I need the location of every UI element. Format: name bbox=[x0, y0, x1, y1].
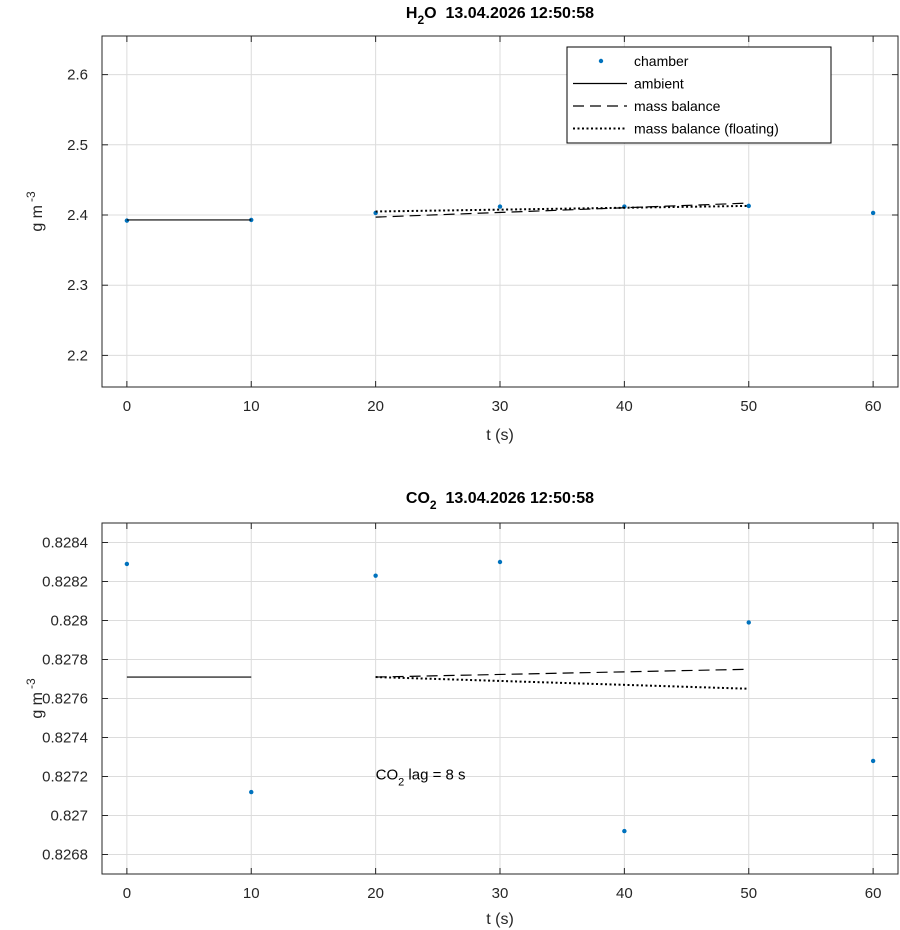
y-tick-label: 2.5 bbox=[67, 136, 88, 154]
x-tick-label: 50 bbox=[740, 398, 758, 415]
title-subscript: 2 bbox=[417, 13, 425, 27]
x-tick-label: 30 bbox=[491, 885, 509, 902]
chamber-point bbox=[747, 620, 751, 624]
x-tick-label: 20 bbox=[367, 398, 384, 415]
y-tick-label: 0.8272 bbox=[42, 768, 88, 786]
legend-marker-chamber bbox=[599, 59, 603, 63]
co2-chart bbox=[24, 490, 898, 928]
legend-entry: mass balance (floating) bbox=[634, 120, 779, 137]
h2o-chart bbox=[24, 5, 898, 444]
y-tick-label: 0.8276 bbox=[42, 690, 88, 708]
y-tick-label: 0.8282 bbox=[42, 573, 88, 591]
x-tick-label: 60 bbox=[864, 398, 882, 415]
y-tick-label: 2.3 bbox=[67, 277, 88, 295]
chamber-point bbox=[871, 211, 875, 215]
y-tick-label: 2.6 bbox=[67, 66, 88, 84]
x-tick-label: 50 bbox=[740, 885, 758, 902]
chamber-point bbox=[622, 829, 626, 833]
title-subscript: 2 bbox=[429, 498, 437, 512]
annotation-main: CO bbox=[375, 766, 399, 784]
x-tick-label: 40 bbox=[616, 885, 633, 902]
y-label-superscript: -3 bbox=[24, 678, 38, 689]
legend-entry: chamber bbox=[634, 53, 689, 69]
title-main: H bbox=[405, 5, 418, 22]
x-axis-label: t (s) bbox=[486, 427, 514, 444]
y-axis-label bbox=[24, 678, 46, 719]
y-tick-label: 2.2 bbox=[67, 347, 88, 365]
chart-title bbox=[406, 5, 594, 27]
x-tick-label: 60 bbox=[864, 885, 882, 902]
chamber-point bbox=[373, 573, 377, 577]
x-tick-label: 10 bbox=[242, 885, 260, 902]
x-tick-label: 30 bbox=[491, 398, 509, 415]
legend bbox=[567, 47, 831, 143]
chamber-point bbox=[249, 790, 253, 794]
y-tick-label: 0.828 bbox=[50, 612, 88, 630]
annotation-subscript: 2 bbox=[398, 776, 405, 789]
x-tick-label: 40 bbox=[616, 398, 633, 415]
legend-entry: mass balance bbox=[634, 98, 721, 114]
y-label-main: g m bbox=[29, 205, 46, 232]
y-tick-label: 0.827 bbox=[50, 807, 88, 825]
chamber-point bbox=[125, 562, 129, 566]
chamber-point bbox=[871, 759, 875, 763]
chamber-point bbox=[498, 560, 502, 564]
y-label-main: g m bbox=[29, 692, 46, 719]
y-tick-label: 0.8278 bbox=[42, 651, 88, 669]
x-axis-label: t (s) bbox=[486, 911, 514, 928]
title-rest: O 13.04.2026 12:50:58 bbox=[424, 5, 595, 22]
title-rest: 13.04.2026 12:50:58 bbox=[436, 490, 595, 507]
y-tick-label: 0.8274 bbox=[42, 729, 88, 747]
x-tick-label: 0 bbox=[122, 885, 132, 902]
chart-title bbox=[406, 490, 594, 512]
chamber-point bbox=[125, 218, 129, 222]
legend-entry: ambient bbox=[634, 75, 684, 92]
y-tick-label: 0.8268 bbox=[42, 846, 88, 864]
title-main: CO bbox=[405, 490, 430, 507]
x-tick-label: 20 bbox=[367, 885, 384, 902]
chamber-point bbox=[498, 204, 502, 208]
y-tick-label: 2.4 bbox=[67, 207, 88, 225]
y-tick-label: 0.8284 bbox=[42, 534, 88, 552]
y-axis-label bbox=[24, 191, 46, 232]
y-label-superscript: -3 bbox=[24, 191, 38, 202]
x-tick-label: 10 bbox=[242, 398, 260, 415]
annotation-rest: lag = 8 s bbox=[404, 766, 466, 784]
chamber-point bbox=[747, 204, 751, 208]
x-tick-label: 0 bbox=[122, 398, 132, 415]
